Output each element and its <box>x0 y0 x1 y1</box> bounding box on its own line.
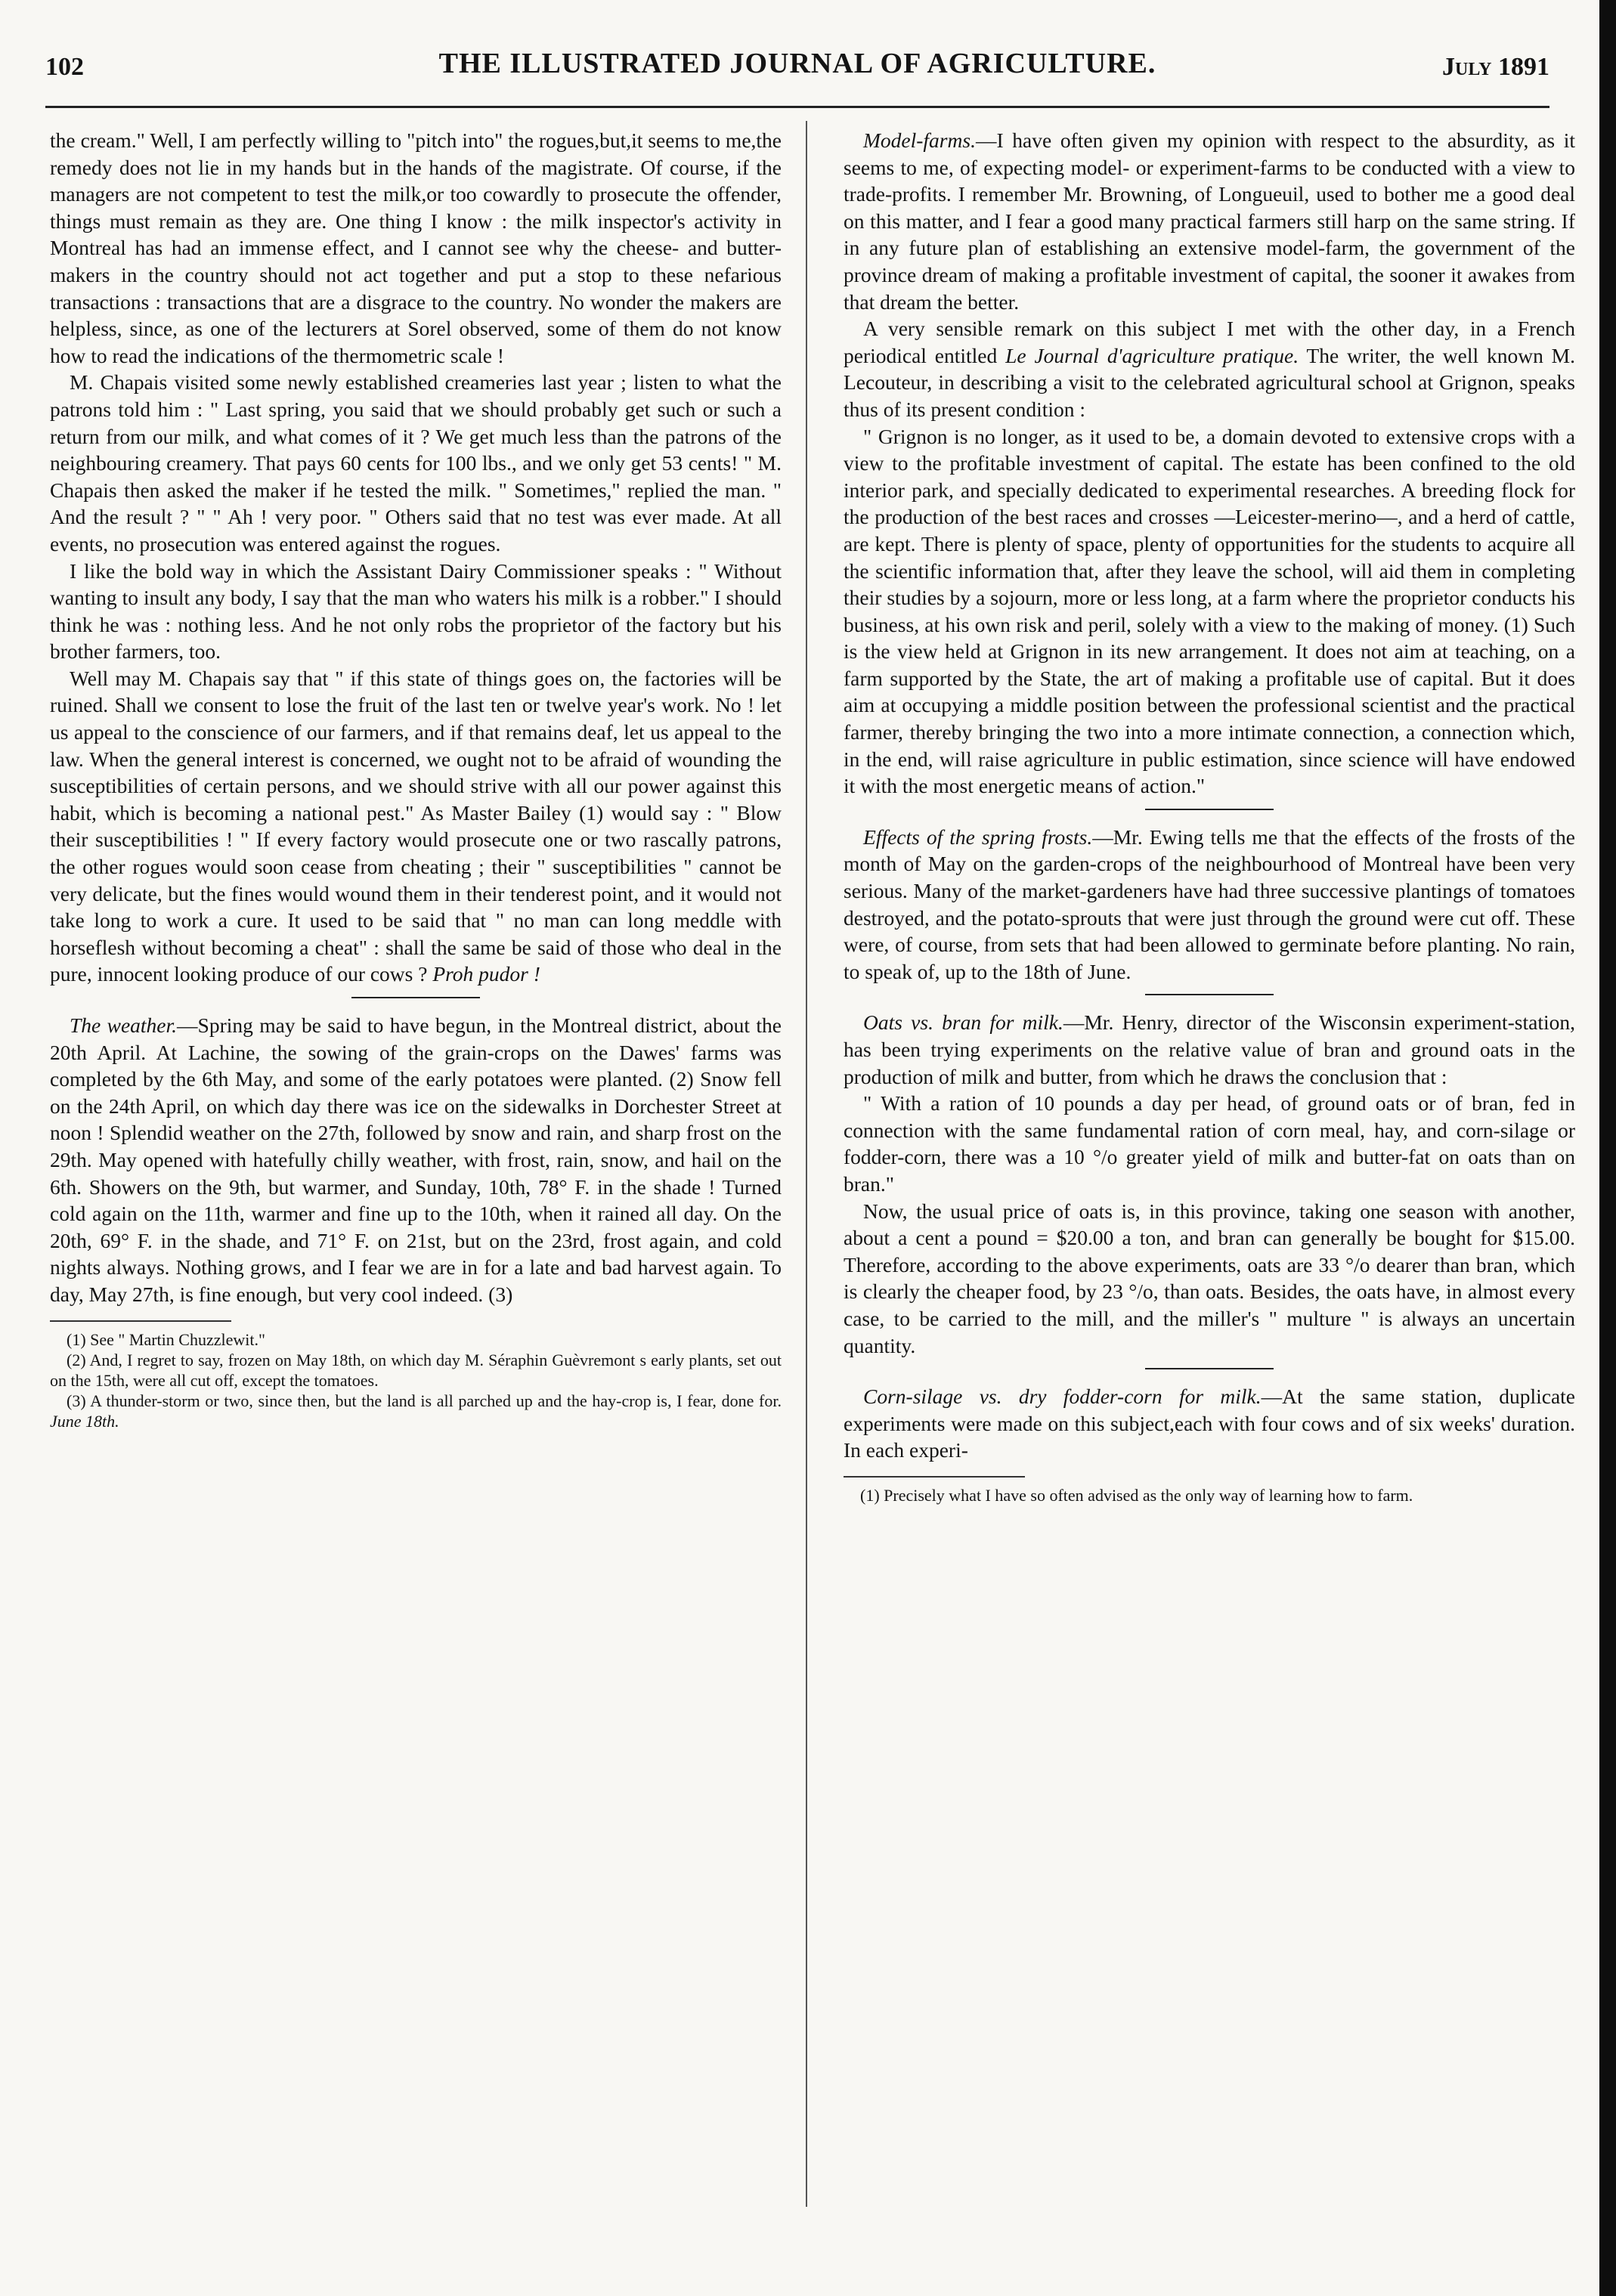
paragraph: Now, the usual price of oats is, in this province, taking one season with another, about a cent a pound = $20.00 a ton, and bran can generally be bought for $15.00. Therefore, according to the above experiments, oats are 33 °/o dearer than bran, which is clearly the cheaper food, by 23 °/o, than oats. Besides, the oats have, in almost every case, to be carried to the mill, and the miller's " multure " is always an uncertain quantity. <box>844 1199 1575 1357</box>
page-number: 102 <box>45 53 84 81</box>
paragraph-text: —I have often given my opinion with respect to the absurdity, as it seems to me, of expecting model- or experiment-farms to be conducted with a view to trade-profits. I remember Mr. Browning, of Longueuil, used to bother me a good deal on this matter, and I fear a good many practical farmers still harp on the same string. If in any future plan of establishing an extensive model-farm, the government of the province dream of making a profitable investment of capital, the sooner it awakes from that dream the better. <box>844 128 1575 314</box>
paragraph-text: A very sensible remark on this subject I met with the other day, in a French periodical entitled <box>844 317 1575 367</box>
left-column <box>50 127 782 2258</box>
paragraph-text: Well may M. Chapais say that " if this state of things goes on, the factories will be ruined. Shall we consent to lose the fruit of the last ten or twelve year's work. No ! let us appeal to the conscience of our farmers, and if that remains deaf, let us appeal to the law. When the general interest is concerned, we ought not to be afraid of wounding the susceptibilities of certain persons, and we should strive with all our power against this habit, which is becoming a national pest." As Master Bailey (1) would say : " Blow their susceptibilities ! " If every factory would prosecute one or two rascally patrons, the other rogues would soon cease from cheating ; their " susceptibilities " cannot be very delicate, but the fines would wound them in their tenderest point, and it would not take long to work a cure. It used to be said that " no man can long meddle with horseflesh without becoming a cheat" : shall the same be said of those who deal in the pure, innocent looking produce of our cows ? <box>50 666 782 986</box>
footnote <box>50 1391 782 1431</box>
corn-paragraph <box>844 1383 1575 1464</box>
latin-phrase: Proh pudor ! <box>432 962 540 986</box>
paragraph: the cream." Well, I am perfectly willing to "pitch into" the rogues,but,it seems to me,the remedy does not lie in my hands but in the hands of the magistrate. Of course, if the managers are not competent to test the milk,or too cowardly to prosecute the offender, things must remain as they are. One thing I know : the milk inspector's activity in Montreal has had an immense effect, and I cannot see why the cheese- and butter-makers in the country should not act together and put a stop to these nefarious transactions : transactions that are a disgrace to the country. No wonder the makers are helpless, since, as one of the lecturers at Sorel observed, some of them do not know how to read the indications of the thermometric scale ! <box>50 128 782 367</box>
paragraph-text: The writer, the well known M. Lecouteur, in describing a visit to the celebrated agricultural school at Grignon, speaks thus of its present condition : <box>844 343 1575 421</box>
header-rule <box>45 106 1549 108</box>
column-divider <box>806 121 807 2207</box>
paragraph-text: —Spring may be said to have begun, in the Montreal district, about the 20th April. At Lachine, the sowing of the grain-crops on the Dawes' farms was completed by the 6th May, and some of the early potatoes were planted. (2) Snow fell on the 24th April, on which day there was ice on the sidewalks in Dorchester Street at noon ! Splendid weather on the 27th, followed by snow and rain, and sharp frost on the 29th. May opened with hatefully chilly weather, with frost, rain, snow, and hail on the 6th. Showers on the 9th, but warmer, and Sunday, 10th, 78° F. in the shade ! Turned cold again on the 11th, warmer and fine up to the 10th, when it rained all day. On the 20th, 69° F. in the shade, and 71° F. on 21st, but on the 23rd, frost again, and cold nights always. Nothing grows, and I fear we are in for a late and bad harvest again. To day, May 27th, is fine enough, but very cool indeed. (3) <box>50 1013 782 1306</box>
paragraph-text: —Mr. Ewing tells me that the effects of the frosts of the month of May on the garden-crops of the neighbourhood of Montreal have been very serious. Many of the market-gardeners have had three successive plantings of tomatoes destroyed, and the potato-sprouts that were just through the ground were cut off. These were, of course, from sets that had been allowed to germinate before planting. No rain, to speak of, up to the 18th of June. <box>844 825 1575 983</box>
section-heading: Corn-silage vs. dry fodder-corn for milk. <box>863 1385 1262 1409</box>
section-heading: The weather. <box>70 1013 178 1037</box>
section-rule <box>351 997 480 998</box>
periodical-title: Le Journal d'agriculture pratique. <box>1005 343 1299 367</box>
issue-date: July 1891 <box>1442 53 1549 81</box>
paragraph <box>844 315 1575 422</box>
section-heading: Oats vs. bran for milk. <box>863 1010 1063 1035</box>
section-rule <box>1145 1368 1274 1369</box>
paragraph: M. Chapais visited some newly established creameries last year ; listen to what the patrons told him : " Last spring, you said that we should probably get such or such a return from our milk, and what comes of it ? We get much less than the patrons of the neighbouring creamery. That pays 60 cents for 100 lbs., and we only get 53 cents! " M. Chapais then asked the maker if he tested the milk. " Sometimes," replied the man. " And the result ? " " Ah ! very poor. " Others said that no test was ever made. At all events, no prosecution was entered against the rogues. <box>50 370 782 555</box>
right-column <box>844 127 1575 2258</box>
section-heading: Effects of the spring frosts. <box>863 825 1093 849</box>
scan-edge-bar <box>1599 0 1616 2296</box>
running-header <box>45 47 1549 92</box>
section-rule <box>1145 809 1274 810</box>
paragraph <box>50 665 782 988</box>
quotation: " Grignon is no longer, as it used to be, a domain devoted to extensive crops with a view to the profitable investment of capital. The estate has been confined to the old interior park, and specially dedicated to experimental researches. A breeding flock for the production of the best races and crosses —Leicester-merino—, and a herd of cattle, are kept. There is plenty of space, plenty of opportunities for the students to acquire all the scientific information that, after they leave the school, will aid them in completing their studies by a sojourn, more or less long, at a farm where the proprietor conducts his business, at his own risk and peril, solely with a view to the making of money. (1) Such is the view held at Grignon in its new arrangement. It does not aim at teaching, on a farm supported by the State, the art of making a profitable use of capital. But it does aim at occupying a middle position between the professional scientist and the practical farmer, thereby bringing the two into a more intimate connection, a connection which, in the end, will raise agriculture in public estimation, since science will have endowed it with the most energetic means of action." <box>844 424 1575 798</box>
footnote-rule <box>50 1320 231 1322</box>
frost-paragraph <box>844 824 1575 986</box>
section-rule <box>1145 994 1274 995</box>
journal-title: THE ILLUSTRATED JOURNAL OF AGRICULTURE. <box>438 48 1156 79</box>
paragraph: I like the bold way in which the Assistant Dairy Commissioner speaks : " Without wanting to insult any body, I say that the man who waters his milk is a robber." I should think he was : nothing less. And he not only robs the proprietor of the factory but his brother farmers, too. <box>50 559 782 664</box>
footnote-text: (3) A thunder-storm or two, since then, but the land is all parched up and the hay-crop is, I fear, done for. <box>67 1391 782 1410</box>
footnote: (1) Precisely what I have so often advised as the only way of learning how to farm. <box>860 1485 1413 1505</box>
footnote-rule <box>844 1476 1025 1478</box>
oats-paragraph <box>844 1009 1575 1090</box>
weather-paragraph <box>50 1012 782 1308</box>
paragraph-text: —Mr. Henry, director of the Wisconsin experiment-station, has been trying experiments on the relative value of bran and ground oats in the production of milk and butter, from which he draws the conclusion that : <box>844 1010 1575 1088</box>
model-farms-paragraph <box>844 127 1575 315</box>
section-heading: Model-farms. <box>863 128 976 152</box>
footnote: (1) See " Martin Chuzzlewit." <box>67 1329 265 1349</box>
paragraph-text: —At the same station, duplicate experiments were made on this subject,each with four cows and of six weeks' duration. In each experi- <box>844 1385 1575 1462</box>
footnote: (2) And, I regret to say, frozen on May 18th, on which day M. Séraphin Guèvremont s early plants, set out on the 15th, were all cut off, except the tomatoes. <box>50 1350 782 1390</box>
quotation: " With a ration of 10 pounds a day per head, of ground oats or of bran, fed in connection with the same fundamental ration of corn meal, hay, and corn-silage or fodder-corn, there was a 10 °/o greater yield of milk and butter-fat on oats than on bran." <box>844 1091 1575 1196</box>
footnote-date: June 18th. <box>50 1411 119 1431</box>
